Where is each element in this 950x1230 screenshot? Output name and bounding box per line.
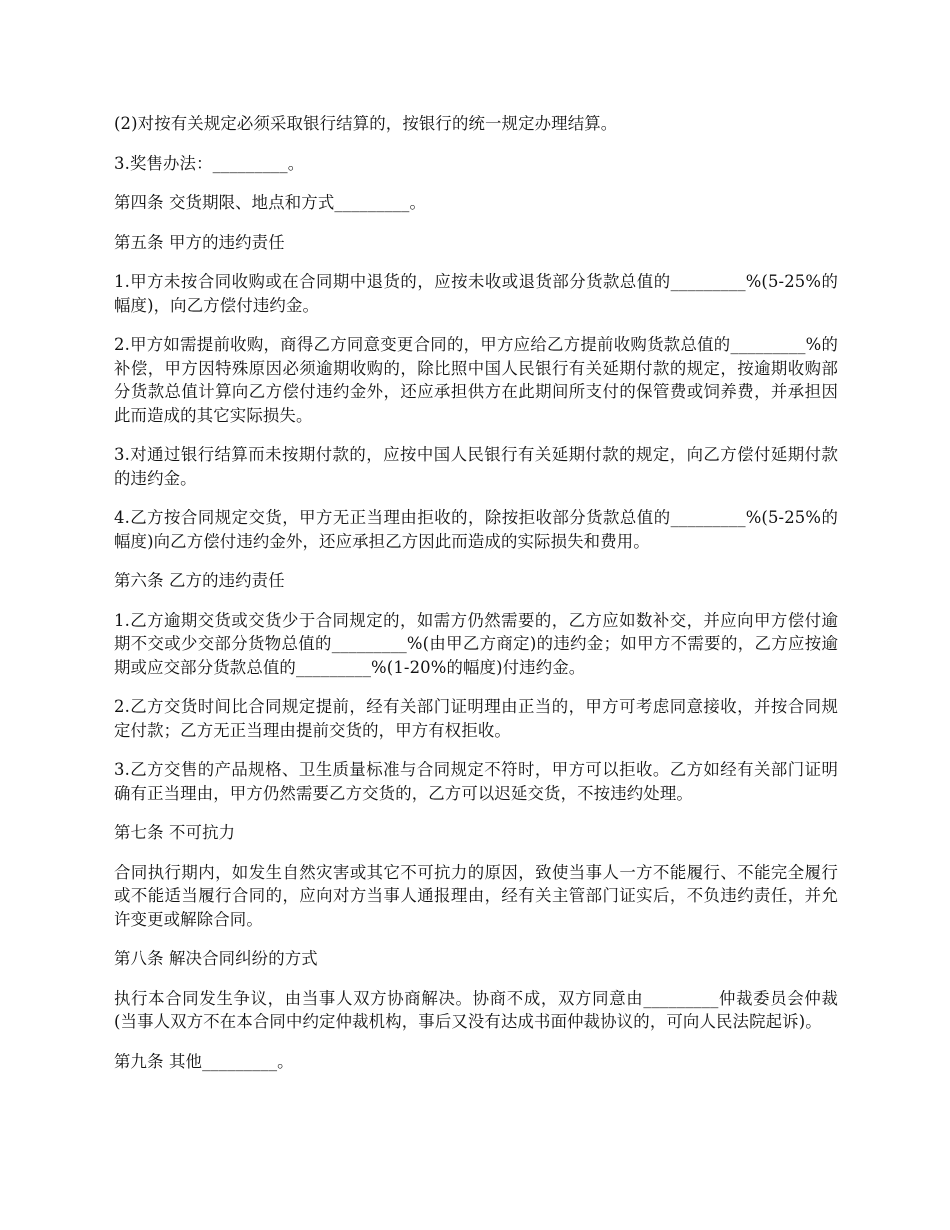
article-6-item-3: 3.乙方交售的产品规格、卫生质量标准与合同规定不符时，甲方可以拒收。乙方如经有关部门证明确有正当理由，甲方仍然需要乙方交货的，乙方可以迟延交货，不按违约处理。 — [114, 760, 838, 803]
article-7-heading: 第七条 不可抗力 — [114, 823, 236, 842]
article-5-item-4: 4.乙方按合同规定交货，甲方无正当理由拒收的，除按拒收部分货款总值的_________%(5-25%的幅度)向乙方偿付违约金外，还应承担乙方因此而造成的实际损失和费用。 — [114, 508, 838, 551]
article-6-heading: 第六条 乙方的违约责任 — [114, 571, 285, 590]
article-4-heading: 第四条 交货期限、地点和方式_________。 — [114, 193, 427, 212]
article-7-body: 合同执行期内，如发生自然灾害或其它不可抗力的原因，致使当事人一方不能履行、不能完全履行或不能适当履行合同的，应向对方当事人通报理由，经有关主管部门证实后，不负违约责任，并允许变更或解除合同。 — [114, 862, 838, 929]
article-6-item-2: 2.乙方交货时间比合同规定提前，经有关部门证明理由正当的，甲方可考虑同意接收，并按合同规定付款；乙方无正当理由提前交货的，甲方有权拒收。 — [114, 697, 838, 740]
article-6-item-1: 1.乙方逾期交货或交货少于合同规定的，如需方仍然需要的，乙方应如数补交，并应向甲方偿付逾期不交或少交部分货物总值的_________%(由甲乙方商定)的违约金；如甲方不需要的，乙方应按逾期或应交部分货款总值的_________%(1-20%的幅度)付违约金。 — [114, 610, 838, 677]
article-5-item-2: 2.甲方如需提前收购，商得乙方同意变更合同的，甲方应给乙方提前收购货款总值的_________%的补偿，甲方因特殊原因必须逾期收购的，除比照中国人民银行有关延期付款的规定，按逾期收购部分货款总值计算向乙方偿付违约金外，还应承担供方在此期间所支付的保管费或饲养费，并承担因此而造成的其它实际损失。 — [114, 335, 838, 425]
article-9-heading: 第九条 其他_________。 — [114, 1051, 294, 1071]
contract-body — [114, 112, 838, 1089]
clause-settlement-bank: (2)对按有关规定必须采取银行结算的，按银行的统一规定办理结算。 — [114, 114, 618, 133]
article-8-body: 执行本合同发生争议，由当事人双方协商解决。协商不成，双方同意由_________仲裁委员会仲裁(当事人双方不在本合同中约定仲裁机构，事后又没有达成书面仲裁协议的，可向人民法院起诉)。 — [114, 988, 838, 1031]
article-5-heading: 第五条 甲方的违约责任 — [114, 232, 285, 252]
article-5-item-3: 3.对通过银行结算而未按期付款的，应按中国人民银行有关延期付款的规定，向乙方偿付延期付款的违约金。 — [114, 445, 838, 488]
clause-award-method: 3.奖售办法：_________。 — [114, 153, 305, 173]
article-8-heading: 第八条 解决合同纠纷的方式 — [114, 949, 318, 968]
article-5-item-1: 1.甲方未按合同收购或在合同期中退货的，应按未收或退货部分货款总值的_________%(5-25%的幅度)，向乙方偿付违约金。 — [114, 272, 838, 315]
